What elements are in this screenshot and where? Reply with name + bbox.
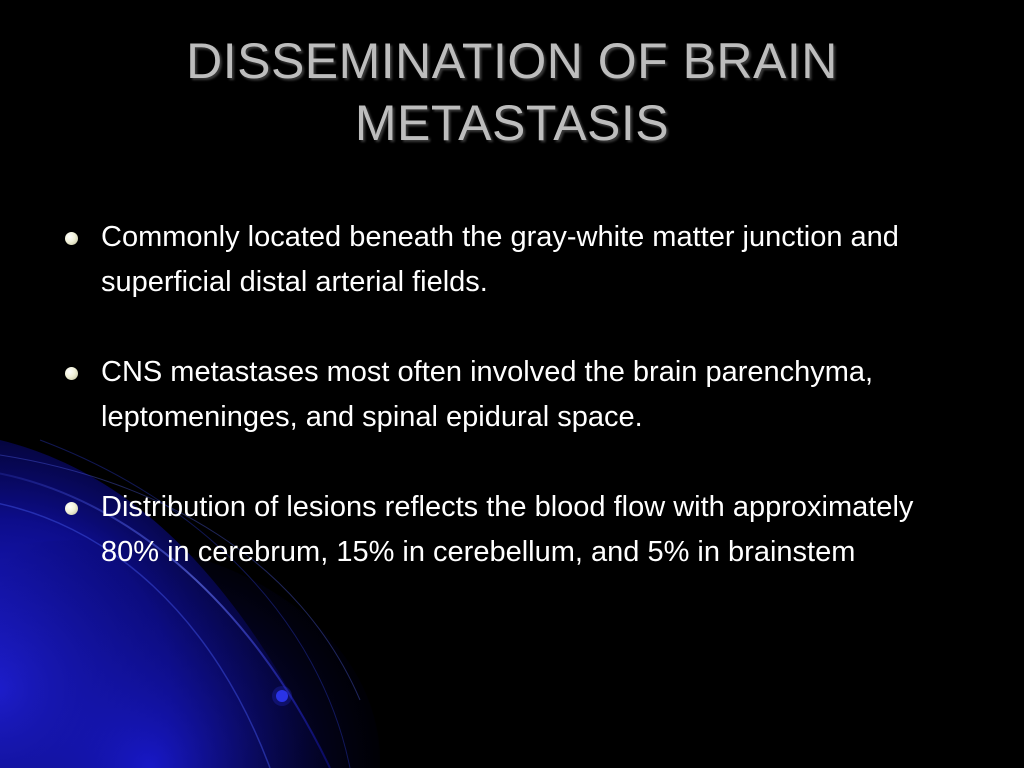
bullet-item: [62, 485, 962, 575]
bullet-dot-icon: [65, 502, 78, 515]
bullet-list: [62, 215, 962, 620]
bullet-text: CNS metastases most often involved the brain parenchyma, leptomeninges, and spinal epidural space.: [101, 356, 874, 433]
bullet-text: Commonly located beneath the gray-white matter junction and superficial distal arterial fields.: [101, 221, 899, 298]
bullet-text: Distribution of lesions reflects the blood flow with approximately 80% in cerebrum, 15% in cerebellum, and 5% in brainstem: [101, 491, 914, 568]
slide-title: DISSEMINATION OF BRAIN METASTASIS: [186, 33, 838, 151]
bullet-item: [62, 350, 962, 440]
bullet-dot-icon: [65, 232, 78, 245]
bullet-dot-icon: [65, 367, 78, 380]
bullet-item: [62, 215, 962, 305]
